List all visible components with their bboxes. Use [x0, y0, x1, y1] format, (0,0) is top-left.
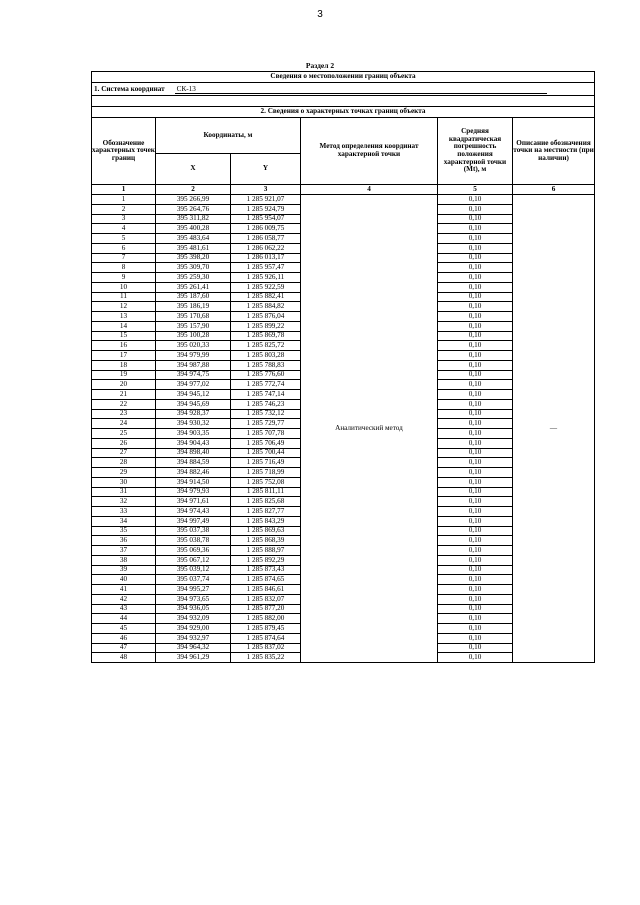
error-value: 0,10 — [438, 321, 513, 331]
y-coordinate: 1 285 803,28 — [231, 351, 301, 361]
error-value: 0,10 — [438, 273, 513, 283]
error-value: 0,10 — [438, 390, 513, 400]
point-id: 19 — [92, 370, 156, 380]
point-id: 44 — [92, 614, 156, 624]
error-value: 0,10 — [438, 253, 513, 263]
point-id: 5 — [92, 234, 156, 244]
col-number: 1 — [92, 185, 156, 195]
col-head-x: X — [156, 154, 231, 185]
x-coordinate: 395 069,36 — [156, 546, 231, 556]
points-header: 2. Сведения о характерных точках границ объекта — [92, 107, 595, 118]
error-value: 0,10 — [438, 234, 513, 244]
x-coordinate: 395 157,90 — [156, 321, 231, 331]
x-coordinate: 395 039,12 — [156, 565, 231, 575]
x-coordinate: 394 973,65 — [156, 594, 231, 604]
point-id: 23 — [92, 409, 156, 419]
point-id: 47 — [92, 643, 156, 653]
y-coordinate: 1 285 884,82 — [231, 302, 301, 312]
point-id: 12 — [92, 302, 156, 312]
y-coordinate: 1 285 772,74 — [231, 380, 301, 390]
point-id: 13 — [92, 312, 156, 322]
point-id: 33 — [92, 507, 156, 517]
y-coordinate: 1 285 922,59 — [231, 282, 301, 292]
point-id: 28 — [92, 458, 156, 468]
y-coordinate: 1 285 921,07 — [231, 195, 301, 205]
error-value: 0,10 — [438, 594, 513, 604]
x-coordinate: 395 481,61 — [156, 243, 231, 253]
boundary-points-table — [91, 71, 595, 663]
point-id: 3 — [92, 214, 156, 224]
point-id: 17 — [92, 351, 156, 361]
point-id: 14 — [92, 321, 156, 331]
spacer-row — [92, 96, 595, 107]
point-id: 24 — [92, 419, 156, 429]
y-coordinate: 1 285 882,41 — [231, 292, 301, 302]
point-id: 8 — [92, 263, 156, 273]
coord-system-value: СК-13 — [175, 85, 547, 94]
y-coordinate: 1 286 062,22 — [231, 243, 301, 253]
error-value: 0,10 — [438, 409, 513, 419]
error-value: 0,10 — [438, 302, 513, 312]
y-coordinate: 1 285 746,23 — [231, 399, 301, 409]
point-id: 20 — [92, 380, 156, 390]
point-id: 45 — [92, 624, 156, 634]
error-value: 0,10 — [438, 624, 513, 634]
error-value: 0,10 — [438, 370, 513, 380]
x-coordinate: 394 932,09 — [156, 614, 231, 624]
point-id: 18 — [92, 360, 156, 370]
point-id: 31 — [92, 487, 156, 497]
error-value: 0,10 — [438, 526, 513, 536]
y-coordinate: 1 285 776,60 — [231, 370, 301, 380]
col-head-error: Средняя квадратическая погрешность положения характерной точки (Mt), м — [438, 118, 513, 185]
point-id: 27 — [92, 448, 156, 458]
x-coordinate: 394 979,93 — [156, 487, 231, 497]
point-id: 32 — [92, 497, 156, 507]
x-coordinate: 395 311,82 — [156, 214, 231, 224]
y-coordinate: 1 285 899,22 — [231, 321, 301, 331]
x-coordinate: 394 929,00 — [156, 624, 231, 634]
y-coordinate: 1 285 874,64 — [231, 633, 301, 643]
x-coordinate: 394 995,27 — [156, 585, 231, 595]
y-coordinate: 1 285 892,29 — [231, 555, 301, 565]
col-head-coords: Координаты, м — [156, 118, 301, 154]
x-coordinate: 395 038,78 — [156, 536, 231, 546]
x-coordinate: 394 974,75 — [156, 370, 231, 380]
y-coordinate: 1 285 869,63 — [231, 526, 301, 536]
point-id: 46 — [92, 633, 156, 643]
y-coordinate: 1 285 729,77 — [231, 419, 301, 429]
point-id: 41 — [92, 585, 156, 595]
x-coordinate: 395 187,60 — [156, 292, 231, 302]
y-coordinate: 1 285 837,02 — [231, 643, 301, 653]
col-number: 5 — [438, 185, 513, 195]
x-coordinate: 395 259,30 — [156, 273, 231, 283]
table-row — [92, 195, 595, 205]
error-value: 0,10 — [438, 360, 513, 370]
y-coordinate: 1 285 879,45 — [231, 624, 301, 634]
y-coordinate: 1 285 825,68 — [231, 497, 301, 507]
error-value: 0,10 — [438, 224, 513, 234]
error-value: 0,10 — [438, 263, 513, 273]
y-coordinate: 1 285 747,14 — [231, 390, 301, 400]
x-coordinate: 395 020,33 — [156, 341, 231, 351]
error-value: 0,10 — [438, 536, 513, 546]
x-coordinate: 394 974,43 — [156, 507, 231, 517]
error-value: 0,10 — [438, 419, 513, 429]
error-value: 0,10 — [438, 429, 513, 439]
x-coordinate: 394 882,46 — [156, 468, 231, 478]
y-coordinate: 1 285 700,44 — [231, 448, 301, 458]
x-coordinate: 395 309,70 — [156, 263, 231, 273]
section-title: Раздел 2 — [305, 61, 335, 70]
x-coordinate: 394 928,37 — [156, 409, 231, 419]
x-coordinate: 394 979,99 — [156, 351, 231, 361]
point-id: 10 — [92, 282, 156, 292]
point-id: 39 — [92, 565, 156, 575]
x-coordinate: 394 904,43 — [156, 438, 231, 448]
y-coordinate: 1 285 732,12 — [231, 409, 301, 419]
y-coordinate: 1 285 827,77 — [231, 507, 301, 517]
y-coordinate: 1 285 874,65 — [231, 575, 301, 585]
error-value: 0,10 — [438, 477, 513, 487]
error-value: 0,10 — [438, 380, 513, 390]
y-coordinate: 1 285 882,00 — [231, 614, 301, 624]
x-coordinate: 394 936,05 — [156, 604, 231, 614]
point-id: 11 — [92, 292, 156, 302]
y-coordinate: 1 285 869,78 — [231, 331, 301, 341]
y-coordinate: 1 286 009,75 — [231, 224, 301, 234]
col-head-y: Y — [231, 154, 301, 185]
point-id: 43 — [92, 604, 156, 614]
x-coordinate: 395 037,38 — [156, 526, 231, 536]
error-value: 0,10 — [438, 507, 513, 517]
y-coordinate: 1 285 716,49 — [231, 458, 301, 468]
x-coordinate: 394 964,32 — [156, 643, 231, 653]
x-coordinate: 395 266,99 — [156, 195, 231, 205]
x-coordinate: 394 945,69 — [156, 399, 231, 409]
x-coordinate: 394 930,32 — [156, 419, 231, 429]
error-value: 0,10 — [438, 458, 513, 468]
error-value: 0,10 — [438, 448, 513, 458]
point-id: 4 — [92, 224, 156, 234]
x-coordinate: 394 884,59 — [156, 458, 231, 468]
point-id: 25 — [92, 429, 156, 439]
x-coordinate: 394 971,61 — [156, 497, 231, 507]
x-coordinate: 394 987,88 — [156, 360, 231, 370]
point-id: 21 — [92, 390, 156, 400]
point-id: 37 — [92, 546, 156, 556]
y-coordinate: 1 285 888,97 — [231, 546, 301, 556]
point-id: 26 — [92, 438, 156, 448]
error-value: 0,10 — [438, 653, 513, 663]
error-value: 0,10 — [438, 487, 513, 497]
method-cell: Аналитический метод — [301, 195, 438, 663]
error-value: 0,10 — [438, 214, 513, 224]
x-coordinate: 395 483,64 — [156, 234, 231, 244]
error-value: 0,10 — [438, 351, 513, 361]
col-number: 6 — [513, 185, 595, 195]
y-coordinate: 1 285 811,11 — [231, 487, 301, 497]
point-id: 35 — [92, 526, 156, 536]
point-id: 6 — [92, 243, 156, 253]
x-coordinate: 394 914,50 — [156, 477, 231, 487]
point-id: 16 — [92, 341, 156, 351]
x-coordinate: 395 261,41 — [156, 282, 231, 292]
y-coordinate: 1 285 873,43 — [231, 565, 301, 575]
y-coordinate: 1 285 957,47 — [231, 263, 301, 273]
col-number: 3 — [231, 185, 301, 195]
error-value: 0,10 — [438, 575, 513, 585]
error-value: 0,10 — [438, 497, 513, 507]
point-id: 15 — [92, 331, 156, 341]
point-id: 9 — [92, 273, 156, 283]
x-coordinate: 394 961,29 — [156, 653, 231, 663]
x-coordinate: 395 398,20 — [156, 253, 231, 263]
point-id: 40 — [92, 575, 156, 585]
point-id: 2 — [92, 204, 156, 214]
point-id: 34 — [92, 516, 156, 526]
coord-system-label: 1. Система координат — [94, 84, 165, 93]
error-value: 0,10 — [438, 341, 513, 351]
col-head-point: Обозначение характерных точек границ — [92, 118, 156, 185]
y-coordinate: 1 285 718,99 — [231, 468, 301, 478]
error-value: 0,10 — [438, 643, 513, 653]
x-coordinate: 395 037,74 — [156, 575, 231, 585]
y-coordinate: 1 285 846,61 — [231, 585, 301, 595]
point-id: 30 — [92, 477, 156, 487]
error-value: 0,10 — [438, 195, 513, 205]
point-id: 7 — [92, 253, 156, 263]
error-value: 0,10 — [438, 585, 513, 595]
x-coordinate: 395 400,28 — [156, 224, 231, 234]
error-value: 0,10 — [438, 516, 513, 526]
y-coordinate: 1 285 926,11 — [231, 273, 301, 283]
error-value: 0,10 — [438, 282, 513, 292]
point-id: 22 — [92, 399, 156, 409]
point-id: 42 — [92, 594, 156, 604]
x-coordinate: 394 945,12 — [156, 390, 231, 400]
y-coordinate: 1 286 013,17 — [231, 253, 301, 263]
error-value: 0,10 — [438, 565, 513, 575]
error-value: 0,10 — [438, 243, 513, 253]
y-coordinate: 1 285 877,20 — [231, 604, 301, 614]
x-coordinate: 394 903,35 — [156, 429, 231, 439]
error-value: 0,10 — [438, 468, 513, 478]
error-value: 0,10 — [438, 604, 513, 614]
error-value: 0,10 — [438, 204, 513, 214]
point-id: 48 — [92, 653, 156, 663]
error-value: 0,10 — [438, 331, 513, 341]
y-coordinate: 1 285 843,29 — [231, 516, 301, 526]
y-coordinate: 1 285 825,72 — [231, 341, 301, 351]
error-value: 0,10 — [438, 614, 513, 624]
y-coordinate: 1 285 752,08 — [231, 477, 301, 487]
x-coordinate: 394 898,40 — [156, 448, 231, 458]
y-coordinate: 1 285 707,78 — [231, 429, 301, 439]
y-coordinate: 1 285 924,79 — [231, 204, 301, 214]
error-value: 0,10 — [438, 555, 513, 565]
error-value: 0,10 — [438, 438, 513, 448]
y-coordinate: 1 285 832,07 — [231, 594, 301, 604]
x-coordinate: 394 997,49 — [156, 516, 231, 526]
col-head-method: Метод определения координат характерной точки — [301, 118, 438, 185]
point-id: 29 — [92, 468, 156, 478]
error-value: 0,10 — [438, 633, 513, 643]
point-id: 38 — [92, 555, 156, 565]
y-coordinate: 1 285 706,49 — [231, 438, 301, 448]
x-coordinate: 394 932,97 — [156, 633, 231, 643]
x-coordinate: 395 067,12 — [156, 555, 231, 565]
col-number: 2 — [156, 185, 231, 195]
error-value: 0,10 — [438, 312, 513, 322]
x-coordinate: 395 264,76 — [156, 204, 231, 214]
x-coordinate: 395 186,19 — [156, 302, 231, 312]
y-coordinate: 1 286 058,77 — [231, 234, 301, 244]
page-number: 3 — [317, 9, 323, 20]
y-coordinate: 1 285 954,07 — [231, 214, 301, 224]
x-coordinate: 395 100,28 — [156, 331, 231, 341]
y-coordinate: 1 285 876,04 — [231, 312, 301, 322]
point-id: 36 — [92, 536, 156, 546]
y-coordinate: 1 285 868,39 — [231, 536, 301, 546]
description-cell: — — [513, 195, 595, 663]
coord-system-row — [92, 83, 595, 96]
x-coordinate: 395 170,68 — [156, 312, 231, 322]
x-coordinate: 394 977,02 — [156, 380, 231, 390]
point-id: 1 — [92, 195, 156, 205]
error-value: 0,10 — [438, 399, 513, 409]
col-number: 4 — [301, 185, 438, 195]
error-value: 0,10 — [438, 292, 513, 302]
col-head-desc: Описание обозначения точки на местности (при наличии) — [513, 118, 595, 185]
y-coordinate: 1 285 835,22 — [231, 653, 301, 663]
location-header: Сведения о местоположении границ объекта — [92, 72, 595, 83]
error-value: 0,10 — [438, 546, 513, 556]
y-coordinate: 1 285 788,83 — [231, 360, 301, 370]
